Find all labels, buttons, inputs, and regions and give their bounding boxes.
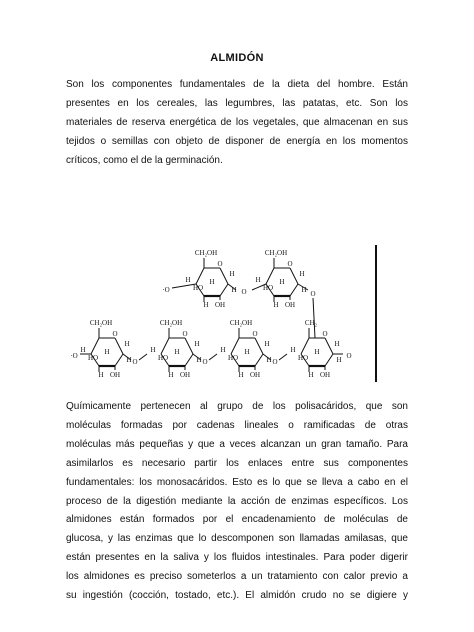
atom-label: CH₂OH xyxy=(159,319,183,327)
bond-line xyxy=(313,298,315,338)
bond-line xyxy=(255,338,263,354)
atom-label: CH₂ xyxy=(304,319,318,327)
text-line: los almidones es preciso someterlos a un tratamiento con calor previo a xyxy=(66,571,408,583)
atom-label: H xyxy=(279,278,285,286)
atom-label: O xyxy=(322,330,328,338)
bond-line xyxy=(266,268,274,284)
atom-label: H xyxy=(266,356,272,364)
intro-paragraph xyxy=(66,76,408,171)
atom-label: HO xyxy=(297,354,309,362)
atom-label: O xyxy=(182,330,188,338)
atom-label: CH₂OH xyxy=(194,249,218,257)
atom-label: H xyxy=(290,346,296,354)
atom-label: H xyxy=(308,371,314,379)
atom-label: H xyxy=(220,346,226,354)
atom-label: OH xyxy=(249,371,261,379)
atom-label: H xyxy=(244,348,250,356)
atom-label: H xyxy=(98,371,104,379)
atom-label: H xyxy=(209,278,215,286)
atom-label: O xyxy=(346,352,352,360)
atom-label: H xyxy=(150,346,156,354)
bond-line xyxy=(220,284,228,296)
bond-line xyxy=(196,268,204,284)
atom-label: H xyxy=(80,346,86,354)
atom-label: H xyxy=(124,340,130,348)
atom-label: HO xyxy=(227,354,239,362)
document-title: ALMIDÓN xyxy=(210,52,264,64)
atom-label: H xyxy=(185,276,191,284)
text-line: críticos, como el de la germinación. xyxy=(66,154,223,166)
bond-line xyxy=(325,338,333,354)
text-line: Químicamente pertenecen al grupo de los polisacáridos, que son xyxy=(66,401,408,412)
atom-label: HO xyxy=(157,354,169,362)
atom-label: H xyxy=(104,348,110,356)
atom-label: O xyxy=(241,288,247,296)
bond-line xyxy=(209,354,217,360)
text-line: fundamentales: los monosacáridos. Esto es lo que se lleva a cabo en el xyxy=(66,476,408,488)
bond-line xyxy=(161,338,169,354)
atom-label: OH xyxy=(284,301,296,309)
atom-label: H xyxy=(301,286,307,294)
bond-line xyxy=(290,284,298,296)
bond-line xyxy=(301,338,309,354)
atom-label: H xyxy=(174,348,180,356)
atom-label: O xyxy=(132,358,138,366)
atom-label: O xyxy=(287,260,293,268)
bond-line xyxy=(255,354,263,366)
atom-label: H xyxy=(273,301,279,309)
text-line: presentes en los cereales, las legumbres, las patatas, etc. Son los xyxy=(66,97,408,109)
atom-label: H xyxy=(168,371,174,379)
atom-label: OH xyxy=(109,371,121,379)
atom-label: H xyxy=(255,276,261,284)
text-line: están presentes en la saliva y los fluidos intestinales. Para poder digerir xyxy=(66,552,408,564)
text-line: glucosa, y las enzimas que lo descomponen son llamadas amilasas, que xyxy=(66,533,408,545)
atom-label: H xyxy=(336,356,342,364)
atom-label: H xyxy=(229,270,235,278)
text-line: Son los componentes fundamentales de la dieta del hombre. Están xyxy=(66,79,408,90)
text-line: su ingestión (cocción, tostado, etc.). El almidón crudo no se digiere y xyxy=(66,590,408,602)
atom-label: CH₂OH xyxy=(89,319,113,327)
body-paragraph xyxy=(66,398,408,606)
bond-line xyxy=(185,354,193,366)
atom-label: O xyxy=(112,330,118,338)
atom-label: O xyxy=(252,330,258,338)
text-line: materiales de reserva energética de los vegetales, que almacenan en sus xyxy=(66,116,408,128)
atom-label: H xyxy=(203,301,209,309)
atom-label: ·O xyxy=(162,286,170,294)
atom-label: O xyxy=(202,358,208,366)
atom-label: H xyxy=(314,348,320,356)
atom-label: H xyxy=(196,356,202,364)
atom-label: H xyxy=(299,270,305,278)
text-line: moléculas formadas por cadenas lineales o ramificadas de otras xyxy=(66,419,408,431)
atom-label: O xyxy=(217,260,223,268)
bond-line xyxy=(115,338,123,354)
text-line: almidones están formados por el encadenamiento de moléculas de xyxy=(66,514,408,526)
atom-label: H xyxy=(231,286,237,294)
bond-line xyxy=(279,354,287,360)
amylopectin-structure-diagram xyxy=(60,240,380,400)
atom-label: H xyxy=(238,371,244,379)
atom-label: OH xyxy=(214,301,226,309)
atom-label: H xyxy=(264,340,270,348)
text-line: proceso de la digestión mediante la acción de enzimas específicos. Los xyxy=(66,495,408,507)
atom-label: O xyxy=(272,358,278,366)
atom-label: H xyxy=(126,356,132,364)
atom-label: H xyxy=(334,340,340,348)
text-line: moléculas más pequeñas y que a veces alcanzan un gran tamaño. Para xyxy=(66,438,408,450)
atom-label: H xyxy=(194,340,200,348)
bond-line xyxy=(231,338,239,354)
atom-label: OH xyxy=(319,371,331,379)
bond-line xyxy=(185,338,193,354)
bond-line xyxy=(139,354,147,360)
text-line: asimilarlos es necesario partir los enlaces entre sus componentes xyxy=(66,457,408,469)
atom-label: OH xyxy=(179,371,191,379)
bond-line xyxy=(115,354,123,366)
atom-label: HO xyxy=(262,284,274,292)
atom-label: CH₂OH xyxy=(264,249,288,257)
bond-line xyxy=(290,268,298,284)
atom-label: HO xyxy=(87,354,99,362)
text-line: tejidos o semillas con objeto de disponer de energía en los momentos xyxy=(66,135,408,147)
bond-line xyxy=(325,354,333,366)
atom-label: HO xyxy=(192,284,204,292)
bond-line xyxy=(91,338,99,354)
bond-line xyxy=(220,268,228,284)
atom-label: CH₂OH xyxy=(229,319,253,327)
atom-label: ·O xyxy=(70,352,78,360)
atom-label: O xyxy=(310,290,316,298)
